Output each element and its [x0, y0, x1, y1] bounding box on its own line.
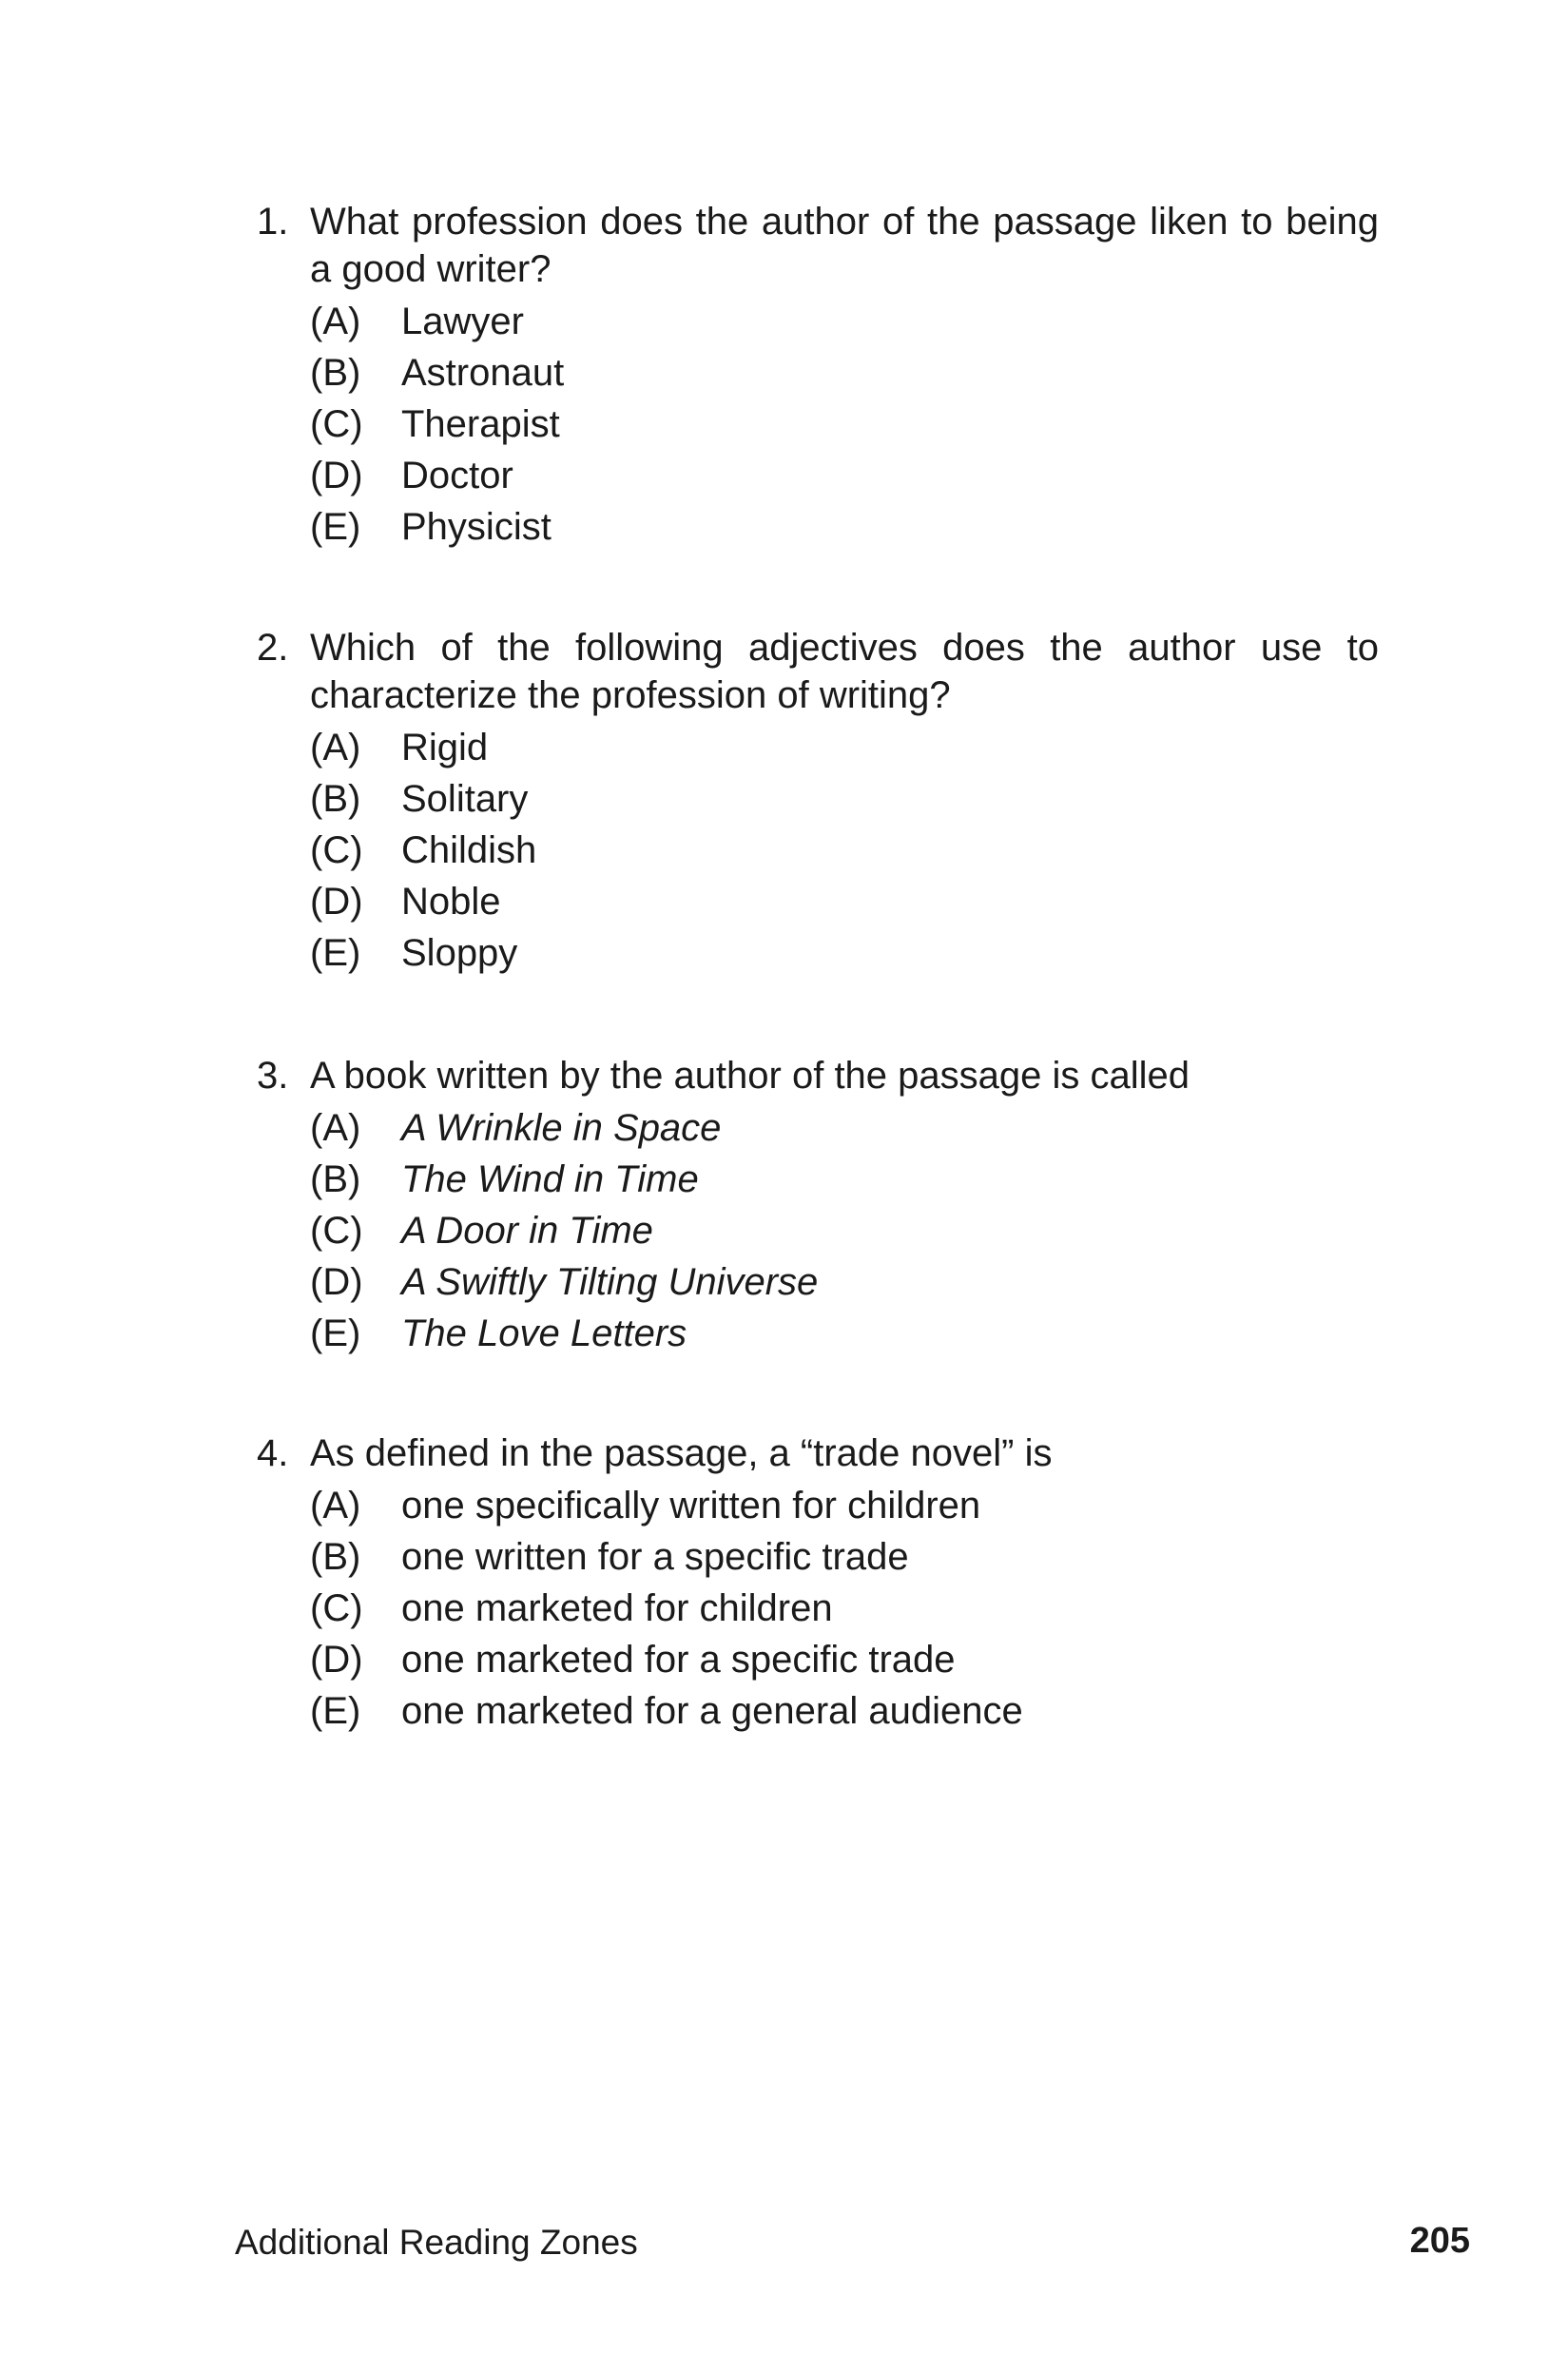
answer-choice-e — [310, 1685, 1379, 1737]
answer-choice-d — [310, 450, 1379, 501]
answer-choice-d — [310, 1634, 1379, 1685]
book-title: A Swiftly Tilting Universe — [401, 1261, 819, 1303]
question-stem — [257, 624, 1379, 719]
answer-choice-e — [310, 501, 1379, 553]
choice-text: one specifically written for children — [401, 1485, 981, 1527]
choice-text: one marketed for a general audience — [401, 1690, 1023, 1732]
answer-choice-a — [310, 1102, 1379, 1154]
question-text: What profession does the author of the passage liken to being a good writer? — [310, 201, 1379, 290]
choice-text: Physicist — [401, 506, 552, 548]
choice-text: Rigid — [401, 727, 489, 768]
choice-text: Doctor — [401, 455, 513, 496]
question-stem — [257, 1052, 1379, 1099]
answer-choice-c — [310, 1205, 1379, 1256]
question-stem — [257, 1429, 1379, 1477]
choice-letter: (B) — [310, 352, 361, 394]
answer-choice-c — [310, 399, 1379, 450]
question-stem — [257, 198, 1379, 293]
choice-text: Noble — [401, 881, 501, 923]
choice-letter: (A) — [310, 727, 361, 768]
answer-choices — [310, 1480, 1379, 1737]
choice-letter: (C) — [310, 829, 363, 871]
answer-choice-b — [310, 773, 1379, 825]
choice-letter: (C) — [310, 403, 363, 445]
answer-choice-e — [310, 1308, 1379, 1359]
choice-text: Lawyer — [401, 301, 524, 342]
book-title: A Wrinkle in Space — [401, 1107, 722, 1149]
choice-letter: (B) — [310, 1158, 361, 1200]
choice-letter: (D) — [310, 455, 363, 496]
question-number: 4. — [257, 1432, 289, 1474]
question-number: 2. — [257, 627, 289, 669]
choice-text: Solitary — [401, 778, 529, 820]
answer-choice-c — [310, 1583, 1379, 1634]
page-number: 205 — [1409, 2221, 1470, 2261]
choice-letter: (E) — [310, 1313, 361, 1354]
answer-choices — [310, 722, 1379, 979]
choice-letter: (C) — [310, 1210, 363, 1252]
choice-text: Therapist — [401, 403, 560, 445]
answer-choices — [310, 296, 1379, 553]
question-text: As defined in the passage, a “trade novel” is — [310, 1432, 1053, 1474]
book-title: The Wind in Time — [401, 1158, 699, 1200]
answer-choice-d — [310, 1256, 1379, 1308]
answer-choice-b — [310, 1531, 1379, 1583]
choice-text: one marketed for a specific trade — [401, 1639, 956, 1681]
question-4 — [257, 1429, 1379, 1737]
question-number: 1. — [257, 201, 289, 243]
question-2 — [257, 624, 1379, 979]
question-number: 3. — [257, 1055, 289, 1097]
answer-choice-a — [310, 1480, 1379, 1531]
choice-text: Astronaut — [401, 352, 565, 394]
choice-letter: (D) — [310, 881, 363, 923]
choice-text: one written for a specific trade — [401, 1536, 909, 1578]
footer-section-title: Additional Reading Zones — [235, 2223, 638, 2262]
answer-choice-b — [310, 347, 1379, 399]
choice-letter: (E) — [310, 506, 361, 548]
choice-letter: (B) — [310, 778, 361, 820]
choice-text: Childish — [401, 829, 537, 871]
question-text: A book written by the author of the passage is called — [310, 1055, 1191, 1097]
choice-text: Sloppy — [401, 932, 518, 974]
answer-choice-a — [310, 722, 1379, 773]
choice-text: one marketed for children — [401, 1587, 833, 1629]
question-1 — [257, 198, 1379, 553]
answer-choice-a — [310, 296, 1379, 347]
choice-letter: (E) — [310, 932, 361, 974]
question-3 — [257, 1052, 1379, 1359]
choice-letter: (E) — [310, 1690, 361, 1732]
book-title: A Door in Time — [401, 1210, 653, 1252]
answer-choice-b — [310, 1154, 1379, 1205]
answer-choice-e — [310, 927, 1379, 979]
answer-choice-c — [310, 825, 1379, 876]
answer-choice-d — [310, 876, 1379, 927]
question-text: Which of the following adjectives does the author use to characterize the profession of writing? — [310, 627, 1379, 716]
choice-letter: (D) — [310, 1639, 363, 1681]
choice-letter: (D) — [310, 1261, 363, 1303]
choice-letter: (A) — [310, 1107, 361, 1149]
answer-choices — [310, 1102, 1379, 1359]
book-title: The Love Letters — [401, 1313, 687, 1354]
choice-letter: (A) — [310, 1485, 361, 1527]
choice-letter: (C) — [310, 1587, 363, 1629]
choice-letter: (A) — [310, 301, 361, 342]
choice-letter: (B) — [310, 1536, 361, 1578]
